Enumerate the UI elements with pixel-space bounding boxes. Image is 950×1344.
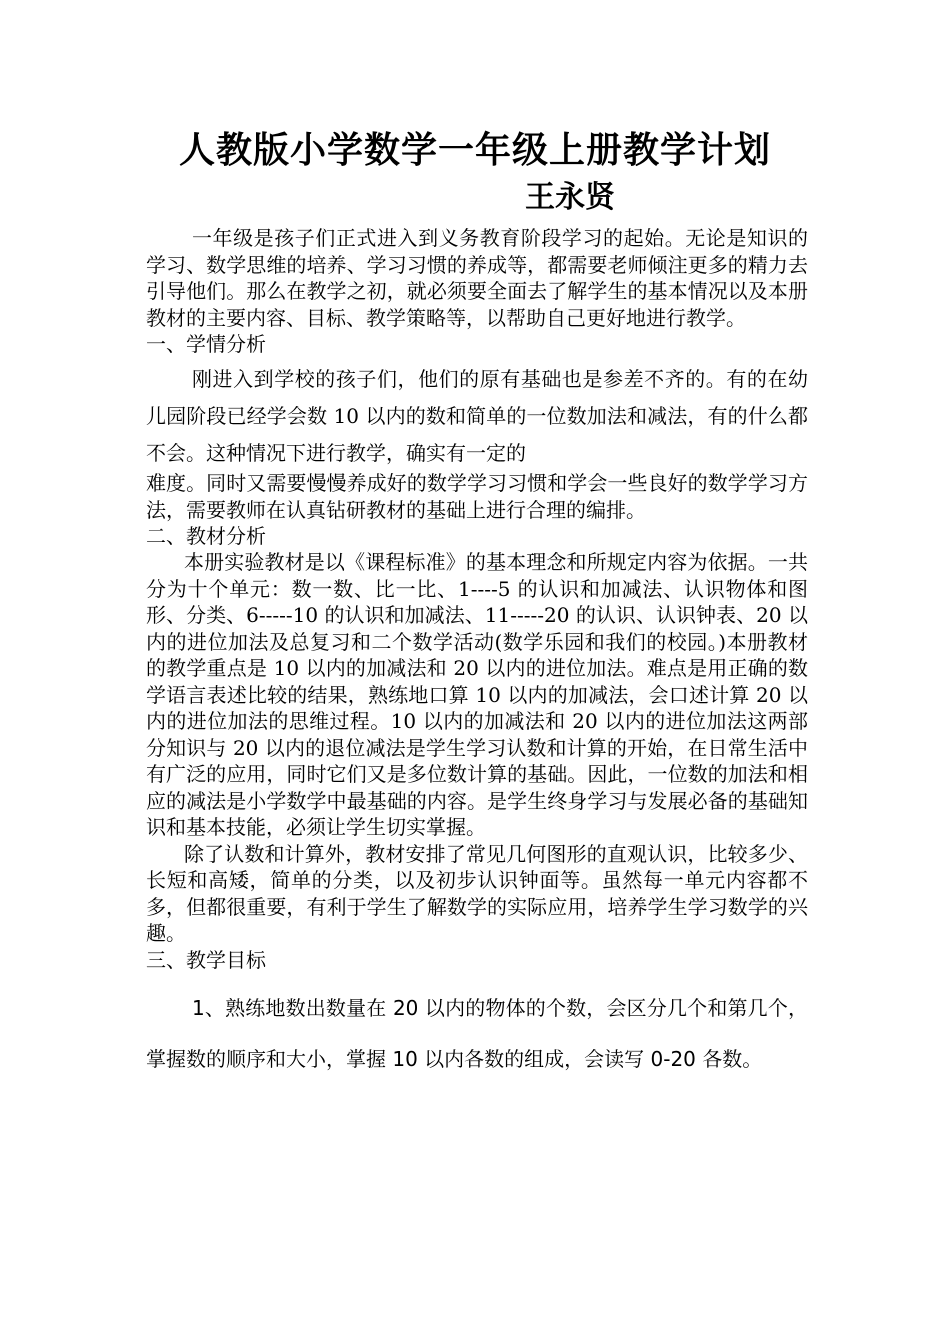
learning-analysis-paragraph: 刚进入到学校的孩子们，他们的原有基础也是参差不齐的。有的在幼儿园阶段已经学会数 10 以内的数和简单的一位数加法和减法，有的什么都不会。这种情况下进行教学，确实有一定的 [146,367,808,465]
author-name: 王永贤 [525,180,615,215]
intro-paragraph: 一年级是孩子们正式进入到义务教育阶段学习的起始。无论是知识的学习、数学思维的培养、学习习惯的养成等，都需要老师倾注更多的精力去引导他们。那么在教学之初，就必须要全面去了解学生的基本情况以及本册教材的主要内容、目标、教学策略等，以帮助自己更好地进行教学。 [146,226,808,330]
section-heading-teaching-goals: 三、教学目标 [146,947,266,972]
document-body [146,225,808,1085]
section-heading-textbook-analysis: 二、教材分析 [146,524,266,548]
teaching-goal-1: 1、熟练地数出数量在 20 以内的物体的个数，会区分几个和第几个，掌握数的顺序和大小，掌握 10 以内各数的组成，会读写 0-20 各数。 [146,995,808,1071]
textbook-analysis-paragraph: 本册实验教材是以《课程标准》的基本理念和所规定内容为依据。一共分为十个单元：数一数、比一比、1----5 的认识和加减法、认识物体和图形、分类、6-----10 的认识和加减法、11-----20 的认识、认识钟表、20 以内的进位加法及总复习和二个数学活动(数学乐园和我们的校园。)本册教材的教学重点是 10 以内的加减法和 20 以内的进位加法。难点是用正确的数学语言表述比较的结果，熟练地口算 10 以内的加减法，会口述计算 20 以内的进位加法的思维过程。10 以内的加减法和 20 以内的进位加法这两部分知识与 20 以内的退位减法是学生学习认数和计算的开始，在日常生活中有广泛的应用，同时它们又是多位数计算的基础。因此，一位数的加法和相应的减法是小学数学中最基础的内容。是学生终身学习与发展必备的基础知识和基本技能，必须让学生切实掌握。 [146,550,808,839]
document-title: 人教版小学数学一年级上册教学计划 [178,130,771,171]
learning-analysis-paragraph-continued: 难度。同时又需要慢慢养成好的数学学习习惯和学会一些良好的数学学习方法，需要教师在认真钻研教材的基础上进行合理的编排。 [146,471,808,522]
section-heading-learning-analysis: 一、学情分析 [146,332,266,356]
textbook-analysis-paragraph-2: 除了认数和计算外，教材安排了常见几何图形的直观认识，比较多少、长短和高矮，简单的分类，以及初步认识钟面等。虽然每一单元内容都不多，但都很重要，有利于学生了解数学的实际应用，培养学生学习数学的兴趣。 [146,841,808,945]
